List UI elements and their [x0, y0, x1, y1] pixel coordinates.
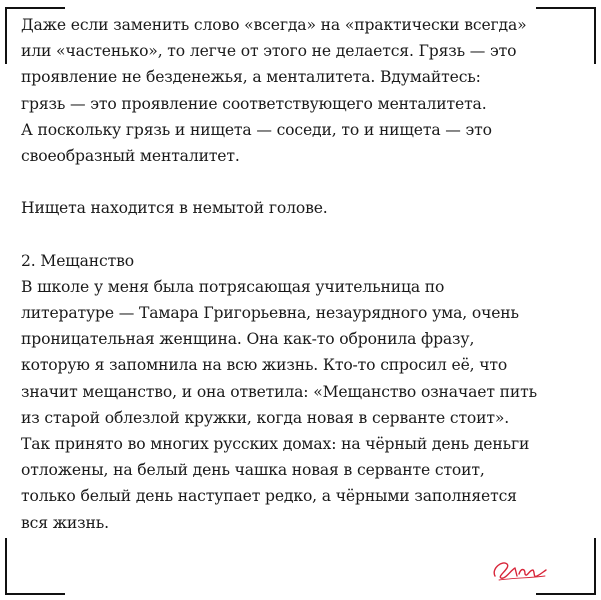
frame-corner-top-right-vertical: [594, 7, 596, 64]
text-line: Даже если заменить слово «всегда» на «практически всегда»: [21, 16, 527, 34]
frame-corner-top-right-horizontal: [536, 7, 596, 9]
section-heading: 2. Мещанство: [21, 251, 134, 270]
text-line: В школе у меня была потрясающая учительница по: [21, 277, 445, 296]
text-line: отложены, на белый день чашка новая в серванте стоит,: [21, 461, 485, 480]
text-line: проницательная женщина. Она как-то обронила фразу,: [21, 330, 475, 349]
text-line: значит мещанство, и она ответила: «Мещанство означает пить: [21, 382, 537, 401]
text-line: своеобразный менталитет.: [21, 146, 240, 165]
frame-corner-bottom-right-horizontal: [536, 593, 596, 595]
paragraph-1: [21, 12, 581, 169]
paragraph-3: [21, 274, 581, 536]
text-line: А поскольку грязь и нищета — соседи, то и нищета — это: [21, 120, 492, 139]
frame-corner-top-left-vertical: [5, 7, 7, 64]
frame-corner-top-left-horizontal: [5, 7, 65, 9]
signature-logo: [489, 554, 549, 582]
text-line: или «частенько», то легче от этого не делается. Грязь — это: [21, 42, 517, 61]
frame-corner-bottom-left-horizontal: [5, 593, 65, 595]
text-line: только белый день наступает редко, а чёрными заполняется: [21, 487, 517, 506]
text-line: Так принято во многих русских домах: на чёрный день деньги: [21, 435, 530, 453]
text-line: проявление не безденежья, а менталитета. Вдумайтесь:: [21, 68, 481, 87]
paragraph-2: [21, 195, 581, 221]
paragraph-spacer: [21, 222, 581, 248]
article-text: [21, 12, 581, 536]
text-line: вся жизнь.: [21, 513, 109, 532]
text-line: литературе — Тамара Григорьевна, незаурядного ума, очень: [21, 304, 519, 323]
text-line: Нищета находится в немытой голове.: [21, 199, 328, 218]
text-line: из старой облезлой кружки, когда новая в серванте стоит».: [21, 408, 510, 427]
signature-stroke: [494, 563, 546, 578]
text-line: которую я запомнила на всю жизнь. Кто-то спросил её, что: [21, 356, 508, 375]
paragraph-spacer: [21, 169, 581, 195]
text-line: грязь — это проявление соответствующего менталитета.: [21, 94, 487, 113]
frame-corner-bottom-right-vertical: [594, 538, 596, 595]
frame-corner-bottom-left-vertical: [5, 538, 7, 595]
